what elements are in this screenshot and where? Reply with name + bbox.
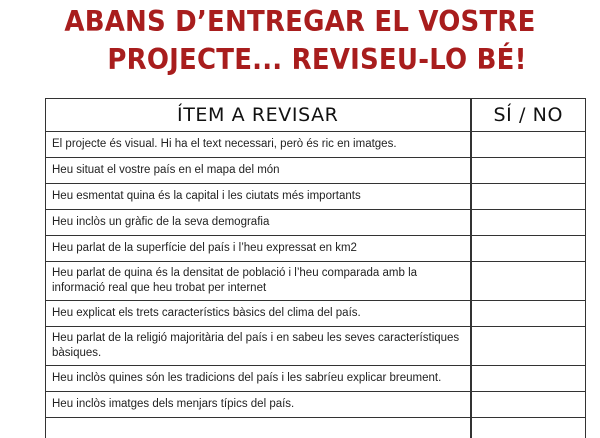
item-cell: Heu explicat els trets característics bàsics del clima del país. bbox=[46, 301, 471, 327]
answer-cell[interactable] bbox=[471, 236, 586, 262]
table-row bbox=[46, 392, 586, 418]
answer-cell[interactable] bbox=[471, 262, 586, 301]
answer-cell[interactable] bbox=[471, 301, 586, 327]
item-cell: Heu inclòs un gràfic de la seva demografia bbox=[46, 210, 471, 236]
item-column-header: ÍTEM A REVISAR bbox=[46, 99, 471, 132]
answer-cell[interactable] bbox=[471, 392, 586, 418]
table-row bbox=[46, 184, 586, 210]
table-row bbox=[46, 132, 586, 158]
table-row bbox=[46, 301, 586, 327]
item-cell: El projecte és visual. Hi ha el text necessari, però és ric en imatges. bbox=[46, 132, 471, 158]
table-row bbox=[46, 236, 586, 262]
table-header-row bbox=[46, 99, 586, 132]
review-checklist-table bbox=[45, 98, 586, 438]
title-line-2: PROJECTE... REVISEU-LO BÉ! bbox=[17, 42, 600, 80]
answer-cell[interactable] bbox=[471, 132, 586, 158]
table-row bbox=[46, 158, 586, 184]
table-row bbox=[46, 366, 586, 392]
item-cell: Heu inclòs quines són les tradicions del país i les sabríeu explicar breument. bbox=[46, 366, 471, 392]
title-line-1: ABANS D’ENTREGAR EL VOSTRE bbox=[0, 4, 600, 42]
answer-cell[interactable] bbox=[471, 366, 586, 392]
answer-cell[interactable] bbox=[471, 327, 586, 366]
table-row bbox=[46, 210, 586, 236]
item-cell: Heu situat el vostre país en el mapa del món bbox=[46, 158, 471, 184]
table-row bbox=[46, 327, 586, 366]
item-cell: Heu parlat de la superfície del país i l’heu expressat en km2 bbox=[46, 236, 471, 262]
answer-cell[interactable] bbox=[471, 158, 586, 184]
table-row bbox=[46, 262, 586, 301]
page-title bbox=[0, 4, 600, 80]
item-cell: Heu parlat de la religió majoritària del país i en sabeu les seves característiques bàsiques. bbox=[46, 327, 471, 366]
item-cell: Heu parlat de quina és la densitat de població i l’heu comparada amb la informació real que heu trobat per internet bbox=[46, 262, 471, 301]
answer-cell[interactable] bbox=[471, 184, 586, 210]
answer-column-header: SÍ / NO bbox=[471, 99, 586, 132]
answer-cell[interactable] bbox=[471, 210, 586, 236]
item-cell: Heu esmentat quina és la capital i les ciutats més importants bbox=[46, 184, 471, 210]
item-cell: Heu inclòs imatges dels menjars típics del país. bbox=[46, 392, 471, 418]
